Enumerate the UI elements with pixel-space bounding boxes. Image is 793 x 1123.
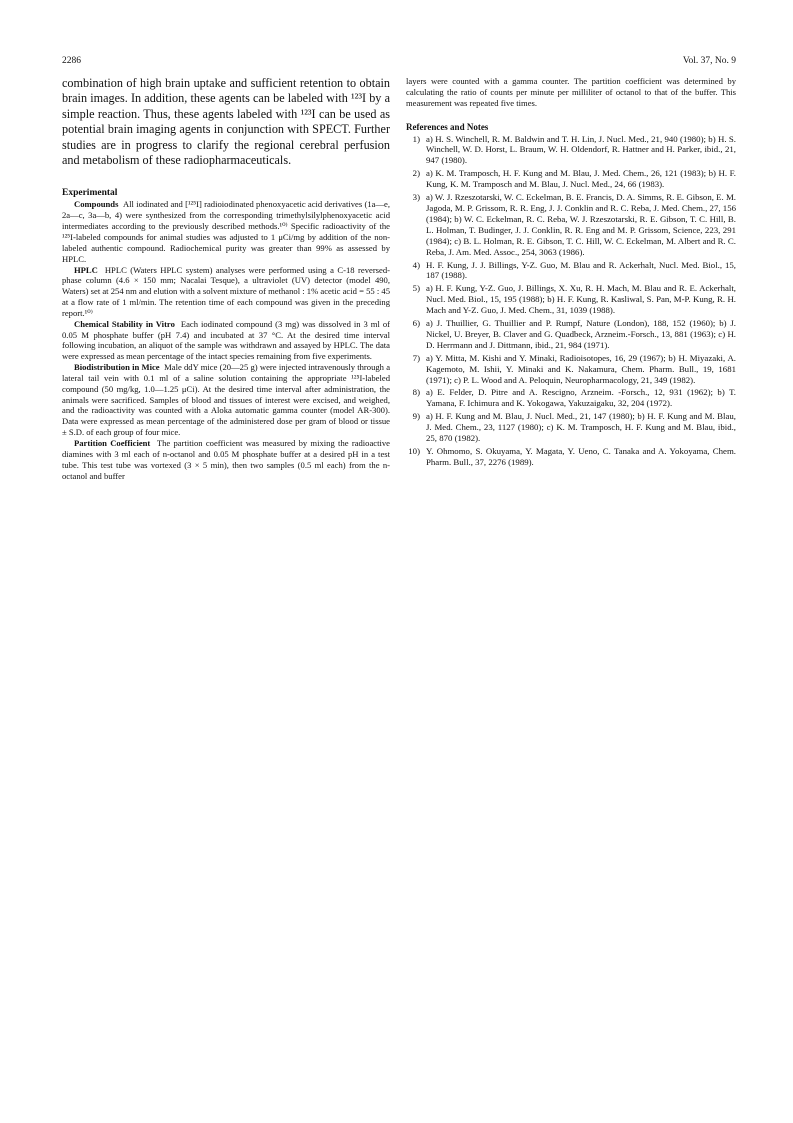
reference-number: 5) — [412, 283, 420, 294]
compounds-subheading: Compounds — [74, 199, 119, 210]
reference-text: a) K. M. Tramposch, H. F. Kung and M. Blau, J. Med. Chem., 26, 121 (1983); b) H. F. Kung, K. M. Tramposch and M. Blau, J. Nucl. Med., 24, 66 (1983). — [426, 168, 736, 190]
reference-item — [406, 192, 736, 257]
reference-text: a) H. F. Kung and M. Blau, J. Nucl. Med., 21, 147 (1980); b) H. F. Kung and M. Blau, J. Med. Chem., 23, 1127 (1980); c) K. M. Tramposch, H. F. Kung and M. Blau, ibid., 25, 870 (1982). — [426, 411, 736, 444]
hplc-paragraph — [62, 265, 390, 319]
biodistribution-paragraph — [62, 362, 390, 438]
reference-number: 3) — [412, 192, 420, 203]
reference-text: a) E. Felder, D. Pitre and A. Rescigno, Arzneim. -Forsch., 12, 931 (1962); b) T. Yamana, F. Ichimura and K. Yokogawa, Yakuzaigaku, 32, 204 (1972). — [426, 387, 736, 409]
reference-item — [406, 318, 736, 351]
reference-text: a) H. S. Winchell, R. M. Baldwin and T. H. Lin, J. Nucl. Med., 21, 940 (1980); b) H. S. Winchell, W. D. Horst, L. Braum, W. H. Oldendorf, R. Hattner and H. Parker, ibid., 21, 947 (1980). — [426, 133, 736, 166]
page-number: 2286 — [62, 56, 81, 66]
intro-paragraph: combination of high brain uptake and sufficient retention to obtain brain images. In addition, these agents can be labeled with ¹²³I by a simple reaction. Thus, these agents labeled with ¹²³I can be used as potential brain imaging agents in conjunction with SPECT. Further studies are in progress to clarify the regional cerebral perfusion and metabolism of these radiopharmaceuticals. — [62, 76, 390, 168]
reference-item — [406, 387, 736, 409]
reference-text: a) Y. Mitta, M. Kishi and Y. Minaki, Radioisotopes, 16, 29 (1967); b) H. Miyazaki, A. Kagemoto, M. Ishii, Y. Minaki and K. Nakamura, Chem. Pharm. Bull., 19, 1681 (1971); c) P. L. Wood and A. Peloquin, Neuropharmacology, 21, 349 (1982). — [426, 352, 736, 385]
reference-text: a) W. J. Rzeszotarski, W. C. Eckelman, B. E. Francis, D. A. Simms, R. E. Gibson, E. M. Jagoda, M. P. Grissom, R. R. Eng, J. J. Conklin and R. C. Reba, J. Med. Chem., 27, 156 (1984); b) W. C. Eckelman, R. C. Reba, W. J. Rzeszotarski, R. E. Gibson, T. C. Hill, B. L. Holman, T. Budinger, J. J. Conklin, R. R. Eng and M. P. Grissom, Science, 223, 291 (1984); c) B. L. Holman, R. E. Gibson, T. C. Hill, W. C. Eckelman, M. Albert and R. C. Reba, J. Am. Med. Assoc., 254, 3063 (1986). — [426, 192, 736, 257]
partition-continuation: layers were counted with a gamma counter. The partition coefficient was determined by calculating the ratio of counts per minute per milliliter of octanol to that of the buffer. This measurement was repeated five times. — [406, 76, 736, 108]
reference-number: 9) — [412, 411, 420, 422]
reference-number: 4) — [412, 259, 420, 270]
stability-paragraph — [62, 319, 390, 362]
reference-number: 2) — [412, 168, 420, 179]
reference-text: a) H. F. Kung, Y-Z. Guo, J. Billings, X. Xu, R. H. Mach, M. Blau and R. E. Ackerhalt, Nucl. Med. Biol., 15, 195 (1988); b) H. F. Kung, R. Kasliwal, S. Pan, M-P. Kung, R. H. Mach and Y-Z. Guo, J. Med. Chem., 31, 1039 (1988). — [426, 283, 736, 316]
reference-number: 1) — [412, 133, 420, 144]
stability-text: Each iodinated compound (3 mg) was dissolved in 3 ml of 0.05 M phosphate buffer (pH 7.4) and incubated at 37 °C. At the desired time interval following incubation, an aliquot of the sample was withdrawn and assayed by HPLC. The data were expressed as mean percentage of the intact species remaining from five experiments. — [62, 318, 391, 362]
reference-number: 7) — [412, 352, 420, 363]
partition-subheading: Partition Coefficient — [74, 438, 151, 448]
biodistribution-text: Male ddY mice (20—25 g) were injected intravenously through a lateral tail vein with 0.1 ml of a saline solution containing the appropriate ¹²⁵I-labeled compound (50 mg/kg, 1.0—1.25 μCi). At the desired time interval after administration, the animals were sacrificed. Samples of blood and tissues of interest were excised, and weighed, and the radioactivity was counted with a Aloka automatic gamma counter (model AR-300). Data were expressed as mean percentage of the administered dose per gram of blood or tissue ± S.D. of each group of four mice. — [62, 362, 391, 438]
compounds-text: All iodinated and [¹²⁵I] radioiodinated phenoxyacetic acid derivatives (1a—e, 2a—c, 3a—b, 4) were synthesized from the corresponding trimethylsilylphenoxyacetic acid intermediates according to the previously described methods.¹⁰⁾ Specific radioactivity of the ¹²⁵I-labeled compounds for animal studies was adjusted to 1 μCi/mg by addition of the non-labeled authentic compound. Radiochemical purity was greater than 99% as assessed by HPLC. — [62, 199, 390, 264]
reference-item — [406, 411, 736, 444]
reference-number: 10) — [408, 446, 420, 456]
reference-text: a) J. Thuillier, G. Thuillier and P. Rumpf, Nature (London), 188, 152 (1960); b) J. Nickel, U. Breyer, B. Claver and G. Quadbeck, Arzneim.-Forsch., 13, 881 (1963); c) H. D. Herrmann and J. Dittmann, ibid., 21, 984 (1971). — [426, 318, 736, 350]
compounds-paragraph — [62, 199, 390, 264]
reference-text: Y. Ohmomo, S. Okuyama, Y. Magata, Y. Ueno, C. Tanaka and A. Yokoyama, Chem. Pharm. Bull., 37, 2276 (1989). — [426, 446, 736, 467]
volume-label: Vol. 37, No. 9 — [682, 56, 736, 66]
reference-item — [406, 446, 736, 468]
reference-number: 8) — [412, 387, 420, 398]
hplc-text: HPLC (Waters HPLC system) analyses were performed using a C-18 reversed-phase column (4.6 × 150 mm; Nacalai Tesque), a ultraviolet (UV) detector (model 490, Waters) set at 254 nm and elution with a solvent mixture of methanol : 1% acetic acid = 55 : 45 at a flow rate of 1 ml/min. The retention time of each compound was given in the preceding report.¹⁰⁾ — [62, 264, 390, 318]
references-heading: References and Notes — [406, 121, 489, 132]
reference-item — [406, 134, 736, 167]
partition-paragraph — [62, 438, 390, 481]
left-column — [62, 76, 390, 481]
hplc-subheading: HPLC — [74, 264, 98, 275]
reference-item — [406, 168, 736, 190]
reference-number: 6) — [412, 318, 420, 329]
biodistribution-subheading: Biodistribution in Mice — [74, 362, 160, 373]
reference-item — [406, 353, 736, 386]
reference-text: H. F. Kung, J. J. Billings, Y-Z. Guo, M. Blau and R. Ackerhalt, Nucl. Med. Biol., 15, 187 (1988). — [426, 259, 736, 281]
reference-item — [406, 260, 736, 282]
stability-subheading: Chemical Stability in Vitro — [74, 318, 175, 329]
reference-item — [406, 283, 736, 316]
right-column — [406, 76, 736, 470]
experimental-heading: Experimental — [62, 188, 118, 199]
reference-list — [406, 134, 736, 468]
partition-text: The partition coefficient was measured by mixing the radioactive diamines with 3 ml each of n-octanol and 0.05 M phosphate buffer at a desired pH in a test tube. This test tube was vortexed (3 × 5 min), then two samples (0.5 ml each) from the n-octanol and buffer — [62, 438, 390, 481]
